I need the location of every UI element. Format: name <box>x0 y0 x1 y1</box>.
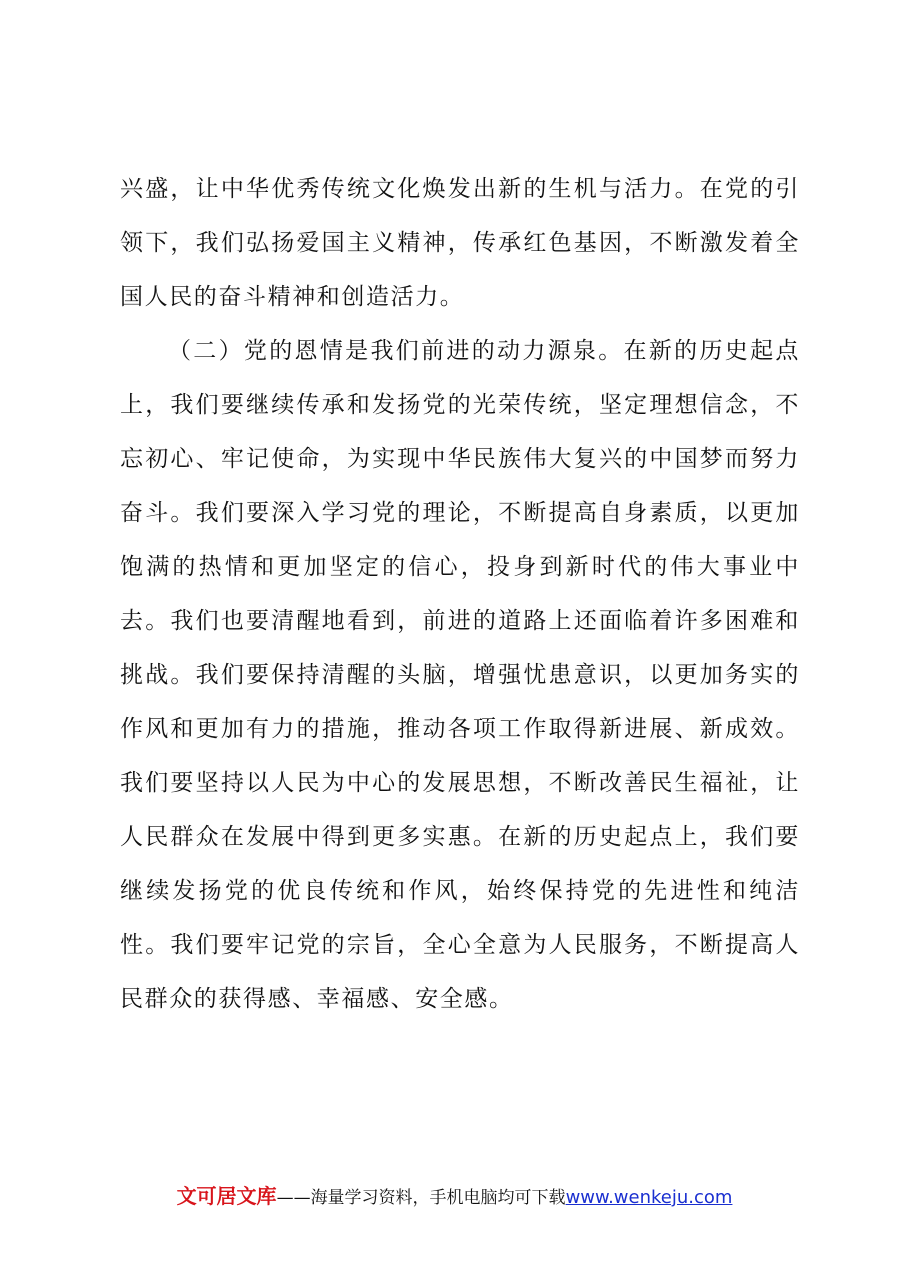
paragraph-section-two: （二）党的恩情是我们前进的动力源泉。在新的历史起点上，我们要继续传承和发扬党的光荣传统，坚定理想信念，不忘初心、牢记使命，为实现中华民族伟大复兴的中国梦而努力奋斗。我们要深入学习党的理论，不断提高自身素质，以更加饱满的热情和更加坚定的信心，投身到新时代的伟大事业中去。我们也要清醒地看到，前进的道路上还面临着许多困难和挑战。我们要保持清醒的头脑，增强忧患意识，以更加务实的作风和更加有力的措施，推动各项工作取得新进展、新成效。我们要坚持以人民为中心的发展思想，不断改善民生福祉，让人民群众在发展中得到更多实惠。在新的历史起点上，我们要继续发扬党的优良传统和作风，始终保持党的先进性和纯洁性。我们要牢记党的宗旨，全心全意为人民服务，不断提高人民群众的获得感、幸福感、安全感。 <box>120 338 800 1012</box>
paragraph-continuation: 兴盛，让中华优秀传统文化焕发出新的生机与活力。在党的引领下，我们弘扬爱国主义精神，传承红色基因，不断激发着全国人民的奋斗精神和创造活力。 <box>120 176 800 310</box>
footer-tagline: ——海量学习资料，手机电脑均可下载 <box>276 1188 566 1208</box>
page-footer <box>0 1180 909 1209</box>
footer-brand: 文可居文库 <box>176 1184 277 1208</box>
document-body <box>120 162 800 1026</box>
footer-website-link[interactable]: www.wenkeju.com <box>565 1187 733 1208</box>
